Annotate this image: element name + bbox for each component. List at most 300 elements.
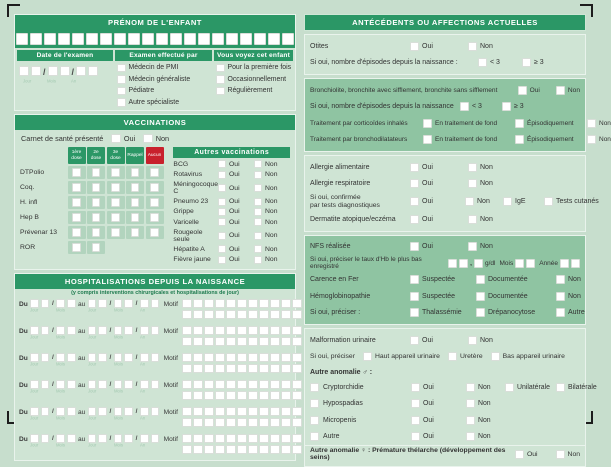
box[interactable] (182, 380, 191, 389)
box[interactable] (270, 418, 279, 427)
box[interactable] (72, 183, 81, 192)
option-oui[interactable]: Oui (111, 134, 135, 144)
box[interactable] (474, 259, 483, 268)
option-unilaterale[interactable]: Unilatérale (505, 383, 556, 392)
box[interactable] (259, 391, 268, 400)
option-non[interactable]: Non (254, 245, 290, 253)
box[interactable] (198, 33, 209, 45)
option-ge3[interactable]: ≥ 3 (502, 102, 580, 111)
box[interactable] (215, 434, 224, 443)
box[interactable] (30, 380, 39, 389)
box[interactable] (150, 168, 159, 177)
option-drepanocytose[interactable]: Drépanocytose (476, 308, 556, 317)
checkbox[interactable] (410, 215, 419, 224)
box[interactable] (151, 353, 160, 362)
option-non[interactable]: Non (254, 208, 290, 216)
box[interactable] (150, 183, 159, 192)
box[interactable] (72, 243, 81, 252)
option-documentee[interactable]: Documentée (476, 275, 556, 284)
box[interactable] (67, 326, 76, 335)
checkbox[interactable] (218, 256, 226, 264)
box[interactable] (182, 364, 191, 373)
checkbox[interactable] (216, 75, 225, 84)
box[interactable] (31, 66, 41, 76)
checkbox[interactable] (587, 119, 596, 128)
box[interactable] (270, 445, 279, 454)
box[interactable] (92, 228, 101, 237)
checkbox[interactable] (216, 64, 225, 73)
box[interactable] (248, 418, 257, 427)
checkbox[interactable] (410, 242, 419, 251)
box[interactable] (292, 380, 301, 389)
option-non[interactable]: Non (556, 275, 581, 284)
box[interactable] (41, 407, 50, 416)
box[interactable] (182, 434, 191, 443)
box[interactable] (292, 337, 301, 346)
option-non[interactable]: Non (468, 215, 580, 224)
examiner-option[interactable] (117, 98, 212, 107)
checkbox[interactable] (410, 42, 419, 51)
box[interactable] (142, 33, 153, 45)
box[interactable] (270, 380, 279, 389)
checkbox[interactable] (254, 160, 262, 168)
box[interactable] (292, 434, 301, 443)
seen-option[interactable] (216, 75, 293, 84)
box[interactable] (215, 299, 224, 308)
box[interactable] (111, 213, 120, 222)
checkbox[interactable] (310, 399, 319, 408)
option-oui[interactable]: Oui (218, 245, 254, 253)
box[interactable] (131, 168, 140, 177)
box[interactable] (204, 418, 213, 427)
box[interactable] (151, 299, 160, 308)
box[interactable] (72, 168, 81, 177)
box[interactable] (98, 326, 107, 335)
option-haut-appareil[interactable]: Haut appareil urinaire (363, 352, 440, 361)
checkbox[interactable] (218, 171, 226, 179)
box[interactable] (281, 391, 290, 400)
checkbox[interactable] (476, 308, 485, 317)
box[interactable] (292, 310, 301, 319)
box[interactable] (259, 337, 268, 346)
box[interactable] (526, 259, 535, 268)
box[interactable] (92, 183, 101, 192)
option-non[interactable]: Non (468, 42, 580, 51)
box[interactable] (182, 445, 191, 454)
box[interactable] (268, 33, 279, 45)
box[interactable] (114, 380, 123, 389)
box[interactable] (270, 337, 279, 346)
box[interactable] (92, 168, 101, 177)
box[interactable] (88, 299, 97, 308)
box[interactable] (571, 259, 580, 268)
box[interactable] (140, 299, 149, 308)
box[interactable] (151, 326, 160, 335)
option-oui[interactable]: Oui (410, 42, 468, 51)
box[interactable] (150, 228, 159, 237)
box[interactable] (259, 299, 268, 308)
box[interactable] (270, 310, 279, 319)
box[interactable] (215, 337, 224, 346)
box[interactable] (215, 418, 224, 427)
box[interactable] (114, 299, 123, 308)
box[interactable] (140, 434, 149, 443)
box[interactable] (237, 337, 246, 346)
box[interactable] (226, 326, 235, 335)
checkbox[interactable] (216, 87, 225, 96)
option-oui[interactable]: Oui (410, 215, 468, 224)
option-oui[interactable]: Oui (411, 383, 466, 392)
box[interactable] (124, 380, 133, 389)
box[interactable] (44, 33, 55, 45)
box[interactable] (30, 353, 39, 362)
checkbox[interactable] (143, 134, 153, 144)
box[interactable] (41, 299, 50, 308)
option-non[interactable]: Non (556, 292, 581, 301)
checkbox[interactable] (410, 336, 419, 345)
box[interactable] (248, 407, 257, 416)
box[interactable] (248, 445, 257, 454)
box[interactable] (100, 33, 111, 45)
option-suspectee[interactable]: Suspectée (410, 275, 476, 284)
checkbox[interactable] (254, 184, 262, 192)
box[interactable] (182, 353, 191, 362)
box[interactable] (193, 310, 202, 319)
checkbox[interactable] (503, 197, 512, 206)
box[interactable] (92, 243, 101, 252)
checkbox[interactable] (468, 336, 477, 345)
option-oui[interactable]: Oui (518, 86, 540, 95)
option-non[interactable]: Non (587, 135, 611, 144)
box[interactable] (56, 434, 65, 443)
box[interactable] (215, 391, 224, 400)
box[interactable] (30, 299, 39, 308)
box[interactable] (30, 434, 39, 443)
box[interactable] (72, 198, 81, 207)
box[interactable] (140, 407, 149, 416)
box[interactable] (30, 33, 41, 45)
box[interactable] (98, 434, 107, 443)
box[interactable] (204, 391, 213, 400)
box[interactable] (88, 407, 97, 416)
box[interactable] (204, 434, 213, 443)
checkbox[interactable] (410, 197, 419, 206)
option-uretere[interactable]: Uretère (448, 352, 483, 361)
box[interactable] (140, 326, 149, 335)
option-non[interactable]: Non (254, 160, 290, 168)
option-non[interactable]: Non (466, 432, 505, 441)
box[interactable] (193, 299, 202, 308)
option-non[interactable]: Non (254, 171, 290, 179)
box[interactable] (215, 364, 224, 373)
checkbox[interactable] (556, 450, 565, 459)
box[interactable] (281, 353, 290, 362)
checkbox[interactable] (491, 352, 500, 361)
option-non[interactable]: Non (556, 86, 580, 95)
box[interactable] (259, 434, 268, 443)
box[interactable] (193, 391, 202, 400)
option-ge3[interactable]: ≥ 3 (522, 58, 580, 67)
box[interactable] (193, 364, 202, 373)
checkbox[interactable] (522, 58, 531, 67)
box[interactable] (215, 445, 224, 454)
box[interactable] (226, 364, 235, 373)
option-oui[interactable]: Oui (410, 163, 468, 172)
checkbox[interactable] (465, 197, 474, 206)
examiner-option[interactable] (117, 64, 212, 73)
box[interactable] (240, 33, 251, 45)
box[interactable] (259, 445, 268, 454)
checkbox[interactable] (218, 218, 226, 226)
checkbox[interactable] (254, 171, 262, 179)
box[interactable] (193, 353, 202, 362)
box[interactable] (193, 337, 202, 346)
box[interactable] (292, 418, 301, 427)
checkbox[interactable] (466, 432, 475, 441)
box[interactable] (182, 326, 191, 335)
box[interactable] (270, 434, 279, 443)
box[interactable] (237, 407, 246, 416)
checkbox[interactable] (254, 232, 262, 240)
box[interactable] (182, 310, 191, 319)
box[interactable] (48, 66, 58, 76)
checkbox[interactable] (411, 432, 420, 441)
box[interactable] (88, 434, 97, 443)
box[interactable] (237, 445, 246, 454)
box[interactable] (182, 337, 191, 346)
box[interactable] (92, 213, 101, 222)
box[interactable] (215, 353, 224, 362)
box[interactable] (182, 418, 191, 427)
box[interactable] (151, 407, 160, 416)
box[interactable] (76, 66, 86, 76)
box[interactable] (292, 326, 301, 335)
option-oui[interactable]: Oui (515, 450, 538, 459)
option-fond[interactable]: En traitement de fond (423, 135, 515, 144)
box[interactable] (515, 259, 524, 268)
box[interactable] (560, 259, 569, 268)
box[interactable] (124, 299, 133, 308)
box[interactable] (226, 310, 235, 319)
option-fond[interactable]: En traitement de fond (423, 119, 515, 128)
box[interactable] (281, 326, 290, 335)
box[interactable] (86, 33, 97, 45)
box[interactable] (98, 299, 107, 308)
box[interactable] (281, 310, 290, 319)
option-non[interactable]: Non (468, 336, 580, 345)
option-autre[interactable]: Autre (556, 308, 585, 317)
checkbox[interactable] (218, 160, 226, 168)
box[interactable] (182, 299, 191, 308)
option-oui[interactable]: Oui (411, 432, 466, 441)
box[interactable] (226, 407, 235, 416)
box[interactable] (193, 326, 202, 335)
box[interactable] (150, 213, 159, 222)
box[interactable] (19, 66, 29, 76)
checkbox[interactable] (218, 208, 226, 216)
box[interactable] (226, 418, 235, 427)
box[interactable] (204, 337, 213, 346)
option-lt3[interactable]: < 3 (478, 58, 522, 67)
box[interactable] (128, 33, 139, 45)
option-oui[interactable]: Oui (411, 416, 466, 425)
option-oui[interactable]: Oui (218, 198, 254, 206)
checkbox[interactable] (515, 119, 524, 128)
option-non[interactable]: Non (254, 184, 290, 192)
box[interactable] (56, 326, 65, 335)
box[interactable] (248, 299, 257, 308)
option-oui[interactable]: Oui (218, 256, 254, 264)
option-lt3[interactable]: < 3 (460, 102, 502, 111)
box[interactable] (248, 326, 257, 335)
box[interactable] (292, 299, 301, 308)
box[interactable] (292, 407, 301, 416)
box[interactable] (215, 326, 224, 335)
box[interactable] (56, 299, 65, 308)
box[interactable] (259, 380, 268, 389)
checkbox[interactable] (556, 292, 565, 301)
box[interactable] (270, 326, 279, 335)
checkbox[interactable] (218, 232, 226, 240)
option-bilaterale[interactable]: Bilatérale (556, 383, 597, 392)
box[interactable] (67, 407, 76, 416)
box[interactable] (30, 326, 39, 335)
checkbox[interactable] (556, 275, 565, 284)
box[interactable] (114, 353, 123, 362)
box[interactable] (259, 326, 268, 335)
option-oui[interactable]: Oui (411, 399, 466, 408)
box[interactable] (72, 33, 83, 45)
box[interactable] (131, 213, 140, 222)
option-non[interactable]: Non (254, 256, 290, 264)
box[interactable] (281, 445, 290, 454)
box[interactable] (204, 445, 213, 454)
checkbox[interactable] (117, 87, 126, 96)
option-non[interactable]: Non (466, 399, 505, 408)
box[interactable] (237, 310, 246, 319)
box[interactable] (114, 326, 123, 335)
box[interactable] (88, 326, 97, 335)
box[interactable] (226, 434, 235, 443)
box[interactable] (88, 66, 98, 76)
box[interactable] (237, 418, 246, 427)
box[interactable] (448, 259, 457, 268)
box[interactable] (111, 228, 120, 237)
box[interactable] (204, 353, 213, 362)
option-non[interactable]: Non (254, 198, 290, 206)
box[interactable] (226, 337, 235, 346)
option-non[interactable]: Non (468, 242, 580, 251)
box[interactable] (16, 33, 27, 45)
box[interactable] (204, 380, 213, 389)
option-suspectee[interactable]: Suspectée (410, 292, 476, 301)
box[interactable] (237, 353, 246, 362)
box[interactable] (281, 434, 290, 443)
box[interactable] (88, 380, 97, 389)
box[interactable] (182, 407, 191, 416)
box[interactable] (248, 391, 257, 400)
checkbox[interactable] (448, 352, 457, 361)
box[interactable] (140, 380, 149, 389)
checkbox[interactable] (254, 245, 262, 253)
option-oui[interactable]: Oui (410, 336, 468, 345)
box[interactable] (67, 353, 76, 362)
option-non[interactable]: Non (254, 218, 290, 226)
box[interactable] (281, 337, 290, 346)
box[interactable] (459, 259, 468, 268)
checkbox[interactable] (310, 383, 319, 392)
checkbox[interactable] (410, 275, 419, 284)
box[interactable] (41, 380, 50, 389)
seen-option[interactable] (216, 87, 293, 96)
box[interactable] (98, 407, 107, 416)
checkbox[interactable] (468, 242, 477, 251)
checkbox[interactable] (117, 64, 126, 73)
checkbox[interactable] (423, 119, 432, 128)
option-oui[interactable]: Oui (410, 179, 468, 188)
box[interactable] (56, 407, 65, 416)
box[interactable] (41, 326, 50, 335)
box[interactable] (281, 418, 290, 427)
checkbox[interactable] (544, 197, 553, 206)
option-oui[interactable]: Oui (218, 171, 254, 179)
checkbox[interactable] (518, 86, 527, 95)
option-episodique[interactable]: Épisodiquement (515, 135, 587, 144)
checkbox[interactable] (556, 86, 565, 95)
checkbox[interactable] (111, 134, 121, 144)
box[interactable] (259, 418, 268, 427)
option-oui[interactable]: Oui (218, 208, 254, 216)
box[interactable] (237, 380, 246, 389)
box[interactable] (204, 407, 213, 416)
box[interactable] (237, 391, 246, 400)
box[interactable] (111, 183, 120, 192)
box[interactable] (292, 445, 301, 454)
checkbox[interactable] (505, 383, 514, 392)
checkbox[interactable] (254, 256, 262, 264)
option-oui[interactable]: Oui (410, 242, 468, 251)
box[interactable] (193, 445, 202, 454)
box[interactable] (281, 407, 290, 416)
box[interactable] (124, 407, 133, 416)
box[interactable] (215, 310, 224, 319)
box[interactable] (237, 299, 246, 308)
box[interactable] (259, 310, 268, 319)
box[interactable] (248, 337, 257, 346)
box[interactable] (156, 33, 167, 45)
box[interactable] (72, 228, 81, 237)
box[interactable] (226, 299, 235, 308)
option-oui[interactable]: Oui (218, 218, 254, 226)
box[interactable] (67, 380, 76, 389)
checkbox[interactable] (410, 179, 419, 188)
box[interactable] (67, 434, 76, 443)
option-oui[interactable]: Oui (218, 232, 254, 240)
box[interactable] (67, 299, 76, 308)
box[interactable] (259, 353, 268, 362)
box[interactable] (124, 434, 133, 443)
box[interactable] (111, 168, 120, 177)
box[interactable] (281, 380, 290, 389)
checkbox[interactable] (117, 75, 126, 84)
checkbox[interactable] (468, 163, 477, 172)
box[interactable] (114, 434, 123, 443)
option-episodique[interactable]: Épisodiquement (515, 119, 587, 128)
checkbox[interactable] (410, 308, 419, 317)
option-non[interactable]: Non (468, 163, 580, 172)
box[interactable] (30, 407, 39, 416)
seen-option[interactable] (216, 64, 293, 73)
